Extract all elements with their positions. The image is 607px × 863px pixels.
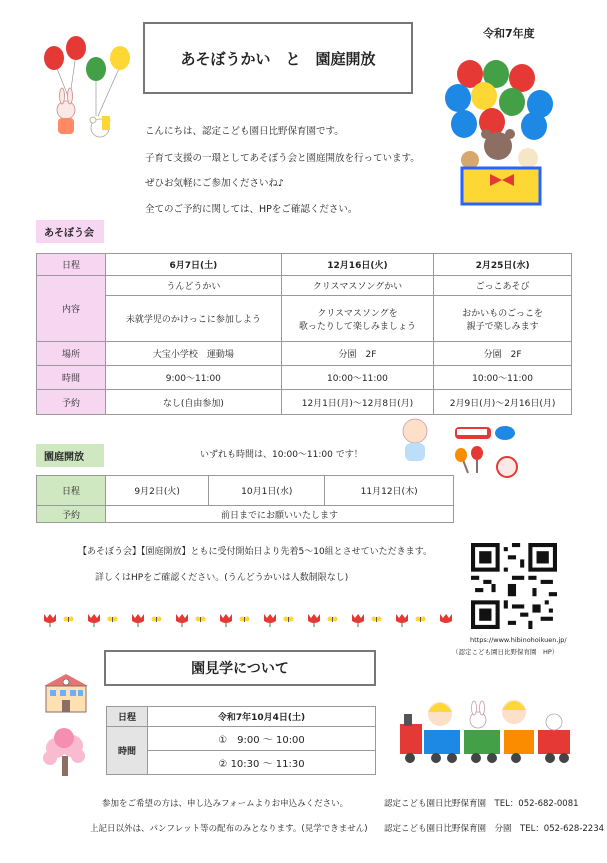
event-reserve: 12月1日(月)～12月8日(月) xyxy=(281,390,433,415)
intro-line: ぜひお気軽にご参加くださいね♪ xyxy=(145,178,285,189)
garden-date: 11月12日(木) xyxy=(325,476,454,506)
event-place: 大宝小学校 運動場 xyxy=(106,342,282,366)
intro-line: 子育て支援の一環としてあそぼう会と園庭開放を行っています。 xyxy=(145,153,420,164)
asobo-section-label: あそぼう会 xyxy=(36,220,104,243)
notice-line: 詳しくはHPをご確認ください。(うんどうかいは人数制限なし) xyxy=(95,573,349,583)
event-time: 10:00～11:00 xyxy=(434,366,572,390)
garden-schedule-table xyxy=(36,475,454,523)
visit-section-title: 園見学について xyxy=(104,650,376,686)
page-title: あそぼうかい と 園庭開放 xyxy=(143,22,413,94)
event-place: 分園 2F xyxy=(281,342,433,366)
event-title: うんどうかい xyxy=(106,276,282,296)
event-reserve: 2月9日(月)～2月16日(月) xyxy=(434,390,572,415)
balloons-animals-illustration xyxy=(36,36,136,144)
visit-date: 令和7年10月4日(土) xyxy=(148,707,376,727)
event-description: おかいものごっこを 親子で楽しみます xyxy=(434,296,572,342)
tulip-border-decoration xyxy=(42,611,452,627)
homepage-url[interactable]: https://www.hibinohoikuen.jp/ xyxy=(470,636,567,644)
event-date: 2月25日(水) xyxy=(434,254,572,276)
fiscal-year: 令和7年度 xyxy=(483,27,535,40)
event-reserve: なし(自由参加) xyxy=(106,390,282,415)
footer-apply-note: 参加をご希望の方は、申し込みフォームよりお申込みください。 xyxy=(102,799,349,809)
footer-branch-tel: 認定こども園日比野保育園 分園 TEL：052-628-2234 xyxy=(384,824,605,834)
balloon-basket-illustration xyxy=(440,60,558,210)
cherry-tree-icon xyxy=(42,726,88,778)
footer-main-tel: 認定こども園日比野保育園 TEL：052-682-0081 xyxy=(384,799,579,809)
visit-schedule-table xyxy=(106,706,376,775)
garden-date: 9月2日(火) xyxy=(106,476,209,506)
footer-other-days-note: 上記日以外は、パンフレット等の配布のみとなります。(見学できません) xyxy=(90,824,368,834)
notice-line: 【あそぼう会】【園庭開放】ともに受付開始日より先着5～10組とさせていただきます。 xyxy=(78,547,432,557)
event-place: 分園 2F xyxy=(434,342,572,366)
garden-time-note: いずれも時間は、10:00～11:00 です！ xyxy=(200,450,363,460)
event-title: クリスマスソングかい xyxy=(281,276,433,296)
garden-reserve: 前日までにお願いいたします xyxy=(106,506,454,523)
intro-line: 全てのご予約に関しては、HPをご確認ください。 xyxy=(145,204,358,215)
event-title: ごっこあそび xyxy=(434,276,572,296)
homepage-caption: （認定こども園日比野保育園 HP） xyxy=(452,648,559,656)
visit-time-slot: ① 9:00 ～ 10:00 xyxy=(148,727,376,751)
event-date: 12月16日(火) xyxy=(281,254,433,276)
event-description: クリスマスソングを 歌ったりして楽しみましょう xyxy=(281,296,433,342)
garden-section-label: 園庭開放 xyxy=(36,444,104,467)
row-header-date: 日程 xyxy=(37,254,106,276)
school-building-icon xyxy=(40,670,92,714)
event-time: 9:00～11:00 xyxy=(106,366,282,390)
row-header-content: 内容 xyxy=(37,276,106,342)
qr-code[interactable] xyxy=(471,543,557,629)
garden-date: 10月1日(水) xyxy=(209,476,325,506)
row-header-time: 時間 xyxy=(37,366,106,390)
row-header-date: 日程 xyxy=(37,476,106,506)
row-header-reserve: 予約 xyxy=(37,390,106,415)
visit-time-label: 時間 xyxy=(107,727,148,775)
row-header-reserve: 予約 xyxy=(37,506,106,523)
intro-line: こんにちは、認定こども園日比野保育園です。 xyxy=(145,126,344,137)
visit-time-slot: ② 10:30 ～ 11:30 xyxy=(148,751,376,775)
event-description: 未就学児のかけっこに参加しよう xyxy=(106,296,282,342)
event-time: 10:00～11:00 xyxy=(281,366,433,390)
train-kids-illustration xyxy=(396,688,574,768)
asobo-schedule-table xyxy=(36,253,572,415)
row-header-place: 場所 xyxy=(37,342,106,366)
event-date: 6月7日(土) xyxy=(106,254,282,276)
visit-date-label: 日程 xyxy=(107,707,148,727)
